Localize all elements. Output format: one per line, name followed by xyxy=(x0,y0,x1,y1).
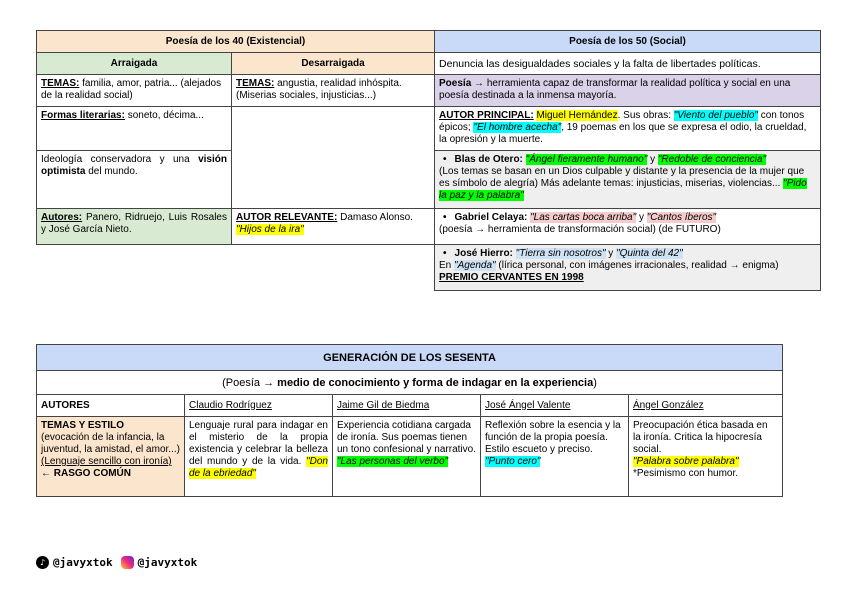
gil-biedma-text: Experiencia cotidiana cargada de ironía. Sus poemas tienen un tono confesional y narrativo. xyxy=(337,420,476,455)
y-conj: y xyxy=(647,154,658,165)
footer xyxy=(36,556,197,569)
hijos-de-la-ira: "Hijos de la ira" xyxy=(236,224,304,235)
autores-header: AUTORES xyxy=(37,395,185,417)
blank-cell xyxy=(37,245,435,291)
valente-text: Reflexión sobre la esencia y la función de la propia poesía. Estilo escueto y preciso. xyxy=(485,420,621,455)
author-gonzalez: Ángel González xyxy=(629,395,783,417)
autores-label: Autores: xyxy=(41,212,83,223)
poesia-social-cell xyxy=(435,75,821,107)
poetry-40s-50s-table xyxy=(36,30,821,291)
gil-biedma-cell xyxy=(333,417,481,497)
gonzalez-cell xyxy=(629,417,783,497)
miguel-hernandez: Miguel Hernández xyxy=(536,110,618,121)
tonos-text: con tonos épicos; xyxy=(439,110,805,133)
temas-arraigada-cell xyxy=(37,75,232,107)
poemas-text: , 19 poemas en los que se expresa el odio, la crueldad, la opresión y la muerte. xyxy=(439,122,807,145)
temas-arraigada-text: familia, amor, patria... (alejados de la realidad social) xyxy=(41,78,222,101)
autor-relevante-cell xyxy=(232,209,435,245)
otero-text: (Los temas se basan en un Dios culpable y distante y la presencia de la mujer que es símbolo de alegría) Más adelante temas: injusticias, miserias, violencias... xyxy=(439,166,805,189)
subtitle-bold: medio de conocimiento y forma de indagar en la experiencia xyxy=(277,376,594,389)
temas-desarraigada-text: angustia, realidad inhóspita. (Miserias sociales, injusticias...) xyxy=(236,78,402,101)
author-claudio: Claudio Rodríguez xyxy=(185,395,333,417)
quinta-del-42: "Quinta del 42" xyxy=(616,248,683,259)
tiktok-icon: ♪ xyxy=(36,556,49,569)
premio-cervantes: PREMIO CERVANTES EN 1998 xyxy=(439,272,584,283)
ideologia-post: del mundo. xyxy=(85,166,138,177)
agenda: "Agenda" xyxy=(454,260,496,271)
vision-optimista: visión optimista xyxy=(41,154,227,177)
cartas-boca-arriba: "Las cartas boca arriba" xyxy=(530,212,637,223)
cantos-iberos: "Cantos íberos" xyxy=(646,212,717,223)
celaya-name: • Gabriel Celaya: xyxy=(439,212,527,223)
don-de-la-ebriedad: "Don de la ebriedad" xyxy=(189,456,328,479)
lenguaje-sencillo: (Lenguaje sencillo con ironía) xyxy=(41,456,172,467)
miguel-hernandez-cell xyxy=(435,107,821,151)
hierro-cell xyxy=(435,245,821,291)
instagram-handle[interactable]: @javyxtok xyxy=(137,556,198,569)
denuncia-cell: Denuncia las desigualdades sociales y la falta de libertades políticas. xyxy=(435,53,821,75)
autor-principal-label: AUTOR PRINCIPAL: xyxy=(439,110,534,121)
sesenta-title: GENERACIÓN DE LOS SESENTA xyxy=(37,345,783,371)
instagram-icon xyxy=(121,556,134,569)
header-desarraigada: Desarraigada xyxy=(232,53,435,75)
claudio-text: Lenguaje rural para indagar en el misterio de la propia existencia y celebrar la belleza del mundo y de la vida. xyxy=(189,420,328,467)
personas-del-verbo: "Las personas del verbo" xyxy=(337,456,449,467)
valente-cell xyxy=(481,417,629,497)
temas-estilo-cell xyxy=(37,417,185,497)
otero-name: • Blas de Otero: xyxy=(439,154,523,165)
claudio-cell xyxy=(185,417,333,497)
formas-label: Formas literarias: xyxy=(41,110,125,121)
en-text: En xyxy=(439,260,455,271)
celaya-cell xyxy=(435,209,821,245)
pesimismo-text: *Pesimismo con humor. xyxy=(633,468,739,479)
temas-estilo-label: TEMAS Y ESTILO xyxy=(41,420,124,431)
ideologia-pre: Ideología conservadora y una xyxy=(41,154,199,165)
redoble-conciencia: "Redoble de conciencia" xyxy=(657,154,767,165)
author-gil-biedma: Jaime Gil de Biedma xyxy=(333,395,481,417)
hierro-name: • José Hierro: xyxy=(439,248,513,259)
otero-cell xyxy=(435,151,821,209)
generacion-sesenta-table xyxy=(36,344,783,497)
ideologia-cell xyxy=(37,151,232,209)
poesia-text: → herramienta capaz de transformar la realidad política y social en una poesía destinada a la inmensa mayoría. xyxy=(439,78,791,101)
tiktok-handle[interactable]: @javyxtok xyxy=(53,556,113,569)
formas-cell xyxy=(37,107,232,151)
header-50s: Poesía de los 50 (Social) xyxy=(435,31,821,53)
autor-relevante-text: Damaso Alonso. xyxy=(337,212,413,223)
author-valente: José Ángel Valente xyxy=(481,395,629,417)
punto-cero: "Punto cero" xyxy=(485,456,541,467)
palabra-sobre-palabra: "Palabra sobre palabra" xyxy=(633,456,739,467)
tierra-sin-nosotros: "Tierra sin nosotros" xyxy=(515,248,606,259)
header-40s: Poesía de los 40 (Existencial) xyxy=(37,31,435,53)
rasgo-comun: ← RASGO COMÚN xyxy=(41,468,131,479)
hombre-acecha: "El hombre acecha" xyxy=(473,122,562,133)
celaya-text: (poesía → herramienta de transformación social) (de FUTURO) xyxy=(439,224,721,235)
viento-del-pueblo: "Viento del pueblo" xyxy=(673,110,758,121)
empty-desarraigada-cell xyxy=(232,107,435,209)
formas-text: soneto, décima... xyxy=(124,110,204,121)
sesenta-subtitle xyxy=(37,371,783,395)
temas-desarraigada-cell xyxy=(232,75,435,107)
autor-relevante-label: AUTOR RELEVANTE: xyxy=(236,212,338,223)
agenda-text: (lírica personal, con imágenes irracionales, realidad → enigma) xyxy=(495,260,779,271)
pido-la-paz: "Pido la paz y la palabra" xyxy=(439,178,807,201)
temas-des-label: TEMAS: xyxy=(236,78,275,89)
subtitle-pre: (Poesía → xyxy=(222,376,278,389)
autores-cell xyxy=(37,209,232,245)
y-conj-2: y xyxy=(636,212,647,223)
autores-text: Panero, Ridruejo, Luis Rosales y José García Nieto. xyxy=(41,212,227,235)
temas-label: TEMAS: xyxy=(41,78,80,89)
subtitle-post: ) xyxy=(593,376,597,389)
angel-fieramente: "Ángel fieramente humano" xyxy=(525,154,648,165)
gonzalez-text: Preocupación ética basada en la ironía. Critica la hipocresía social. xyxy=(633,420,768,455)
header-arraigada: Arraigada xyxy=(37,53,232,75)
y-conj-3: y xyxy=(605,248,617,259)
obras-text: . Sus obras: xyxy=(617,110,674,121)
poesia-label: Poesía xyxy=(439,78,472,89)
temas-estilo-text: (evocación de la infancia, la juventud, la amistad, el amor...) xyxy=(41,432,180,455)
